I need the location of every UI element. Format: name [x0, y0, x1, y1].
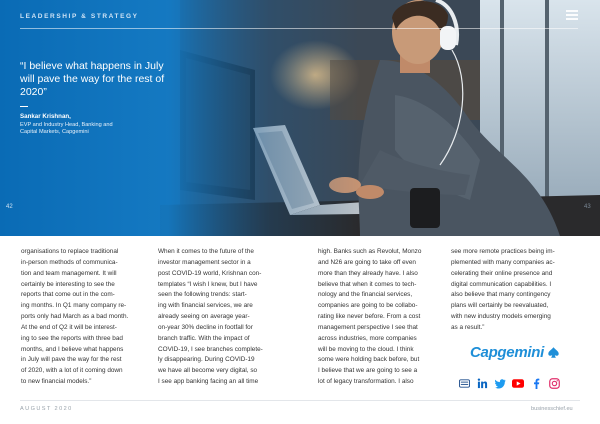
spade-icon: [547, 346, 560, 359]
text-line: organisations to replace traditional: [21, 248, 119, 255]
article-column-1: [21, 247, 147, 388]
page-number-right: 43: [584, 204, 591, 210]
text-line: on-year 30% decline in footfall for: [158, 323, 253, 331]
text-line: some were holding back before, but: [318, 356, 420, 364]
youtube-icon[interactable]: [512, 377, 524, 389]
article-column-2: [158, 247, 284, 388]
text-line: ing to see the reports with three bad: [21, 334, 123, 342]
header-divider: [20, 28, 578, 29]
facebook-icon[interactable]: [530, 377, 542, 389]
menu-icon[interactable]: [566, 10, 578, 20]
text-line: in-person methods of communica-: [21, 258, 118, 266]
text-line: digital communication capabilities. I: [451, 280, 552, 288]
text-line: to new financial models.”: [21, 378, 92, 386]
text-line: nology and the financial services,: [318, 291, 413, 299]
quote-divider: [20, 106, 28, 107]
text-line: post COVID-19 world, Krishnan con-: [158, 269, 262, 277]
text-line: rating like never before. From a cost: [318, 313, 421, 321]
text-line: certainly be interesting to see the: [21, 280, 115, 288]
text-line: investor management sector in a: [158, 258, 251, 266]
text-line: as a result.”: [451, 323, 485, 331]
text-line: see more remote practices being im-: [451, 248, 555, 255]
text-line: in July will pave the way for the rest: [21, 356, 122, 364]
text-line: ly disappearing. During COVID-19: [158, 356, 255, 364]
footer-divider: [20, 400, 580, 401]
capgemini-logo[interactable]: [470, 344, 560, 361]
instagram-icon[interactable]: [548, 377, 560, 389]
text-line: months, and I believe what happens: [21, 345, 124, 353]
pull-quote: “I believe what happens in July will pave the way for the rest of 2020”: [20, 60, 165, 98]
text-line: management perspective I see that: [318, 323, 418, 331]
text-line: and N26 are going to take off even: [318, 258, 416, 266]
text-line: with new industry models emerging: [451, 313, 551, 321]
logo-wordmark: Capgemini: [470, 344, 544, 361]
text-line: COVID-19, I see branches complete-: [158, 345, 263, 353]
bank-icon[interactable]: [458, 377, 470, 389]
text-line: lot of legacy transformation. I also: [318, 378, 414, 386]
text-line: companies are going to be collabo-: [318, 302, 418, 310]
text-line: tion and team management. It will: [21, 269, 117, 277]
text-line: we have all become very digital, so: [158, 367, 258, 375]
text-line: templates “I wish I knew, but I have: [158, 280, 258, 288]
text-line: plans will certainly be reevaluated,: [451, 302, 549, 310]
text-line: more than they already have. I also: [318, 269, 418, 277]
text-line: At the end of Q2 it will be interest-: [21, 323, 117, 331]
quote-author-role: EVP and Industry Head, Banking and Capital Markets, Capgemini: [20, 122, 113, 136]
text-line: across industries, more companies: [318, 334, 417, 342]
text-line: I believe that we are going to see a: [318, 367, 418, 375]
text-line: high. Banks such as Revolut, Monzo: [318, 248, 422, 255]
article-column-3: [318, 247, 444, 388]
text-line: also believe that many contingency: [451, 291, 551, 299]
twitter-icon[interactable]: [494, 377, 506, 389]
section-kicker: LEADERSHIP & STRATEGY: [20, 13, 139, 20]
text-line: reports that come out in the com-: [21, 291, 115, 299]
social-links: [458, 377, 560, 389]
site-link[interactable]: businesschief.eu: [531, 406, 573, 412]
text-line: celerating their online presence and: [451, 269, 553, 277]
text-line: seen the following trends: start-: [158, 291, 247, 299]
text-line: branch traffic. With the impact of: [158, 334, 250, 342]
text-line: ing months. In Q1 many company re-: [21, 302, 127, 310]
text-line: When it comes to the future of the: [158, 248, 254, 255]
text-line: ports only had March as a bad month.: [21, 313, 129, 321]
text-line: will be moving to the cloud. I think: [318, 345, 414, 353]
text-line: already seeing on average year-: [158, 313, 250, 321]
text-line: ing with financial services, we are: [158, 302, 253, 310]
text-line: of 2020, with a lot of it coming down: [21, 367, 123, 375]
page-number-left: 42: [6, 204, 13, 210]
quote-author-name: Sankar Krishnan,: [20, 113, 71, 120]
text-line: believe that when it comes to tech-: [318, 280, 417, 288]
article-column-4: [451, 247, 577, 334]
issue-date: AUGUST 2020: [20, 406, 73, 412]
text-line: plemented with many companies ac-: [451, 258, 555, 266]
text-line: I see app banking facing an all time: [158, 378, 259, 386]
linkedin-icon[interactable]: [476, 377, 488, 389]
